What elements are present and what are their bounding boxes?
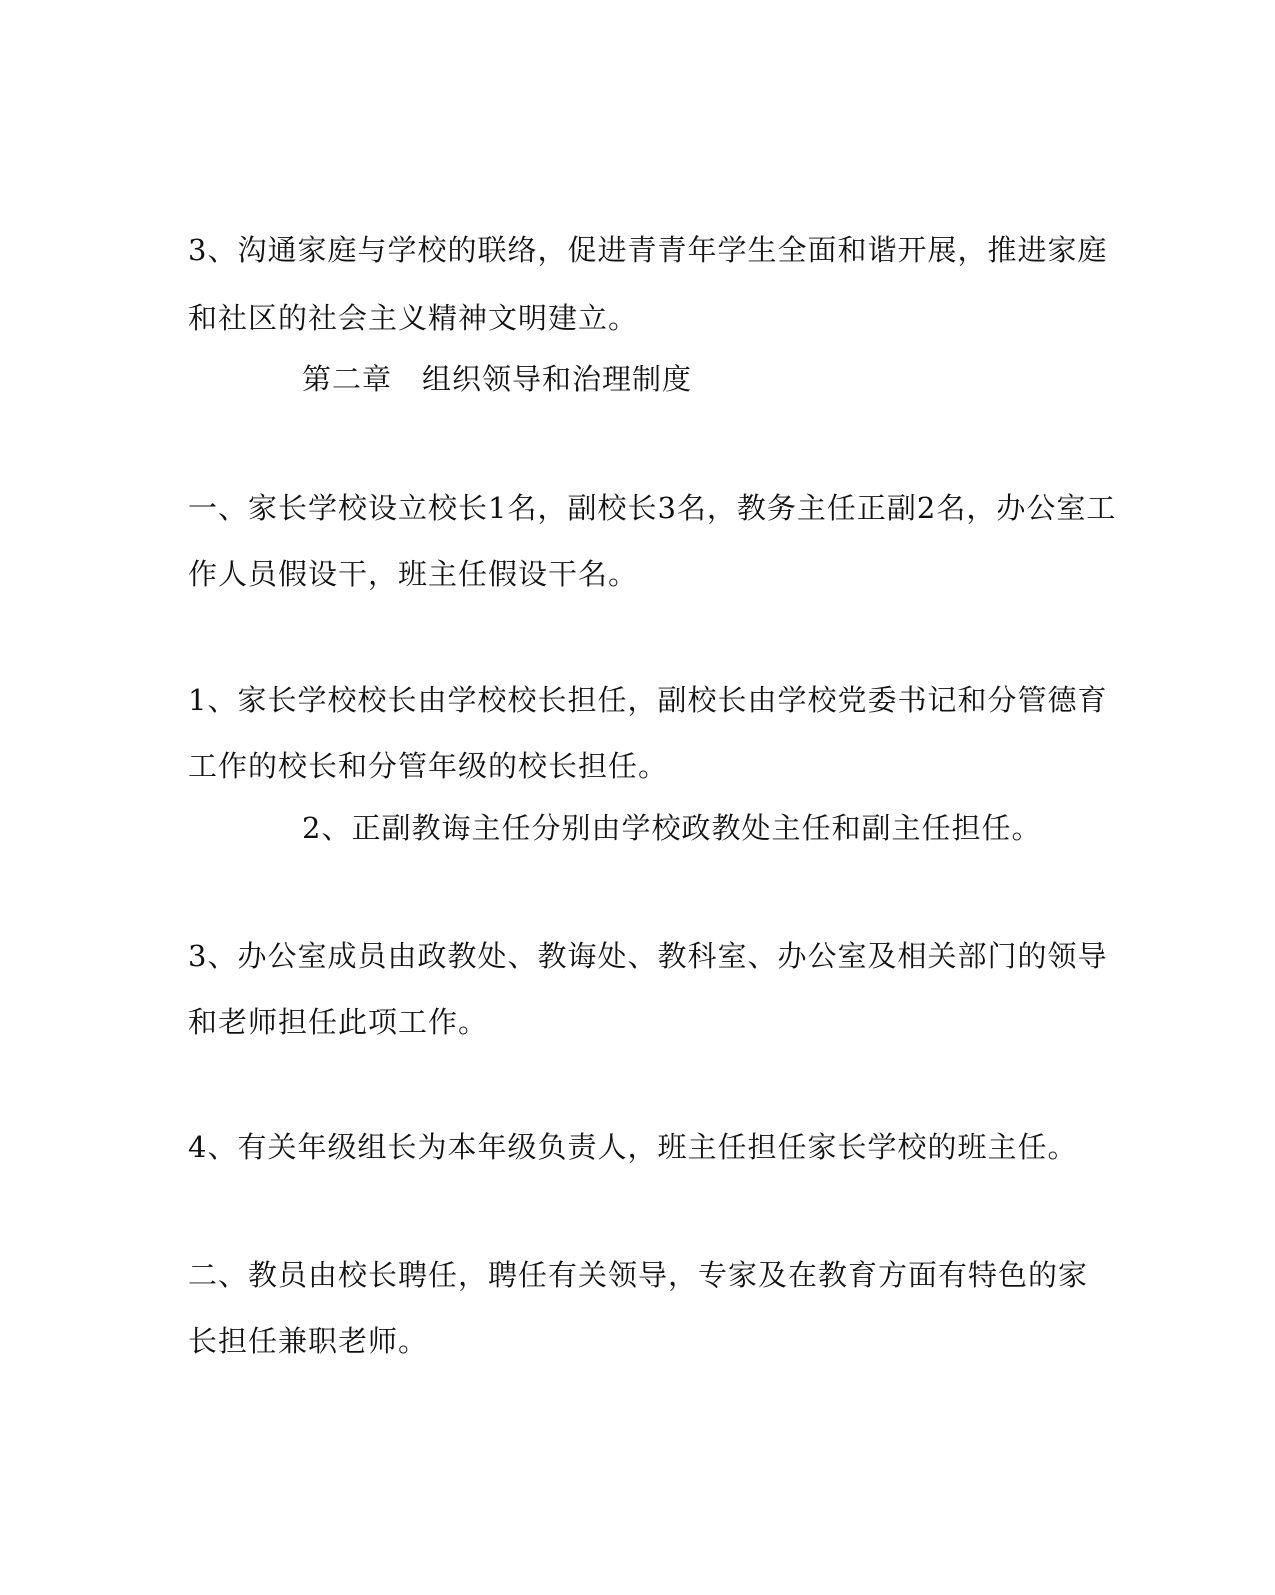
paragraph-line: 3、沟通家庭与学校的联络，促进青青年学生全面和谐开展，推进家庭 bbox=[188, 233, 1108, 267]
paragraph-line: 1、家长学校校长由学校校长担任，副校长由学校党委书记和分管德育 bbox=[188, 683, 1108, 717]
paragraph-line: 3、办公室成员由政教处、教诲处、教科室、办公室及相关部门的领导 bbox=[188, 939, 1108, 973]
chapter-heading bbox=[302, 361, 692, 397]
paragraph-line: 二、教员由校长聘任，聘任有关领导，专家及在教育方面有特色的家 bbox=[188, 1258, 1089, 1292]
paragraph-line: 和社区的社会主义精神文明建立。 bbox=[188, 301, 639, 335]
paragraph-line: 2、正副教诲主任分别由学校政教处主任和副主任担任。 bbox=[302, 811, 1042, 845]
chapter-number: 第二章 bbox=[302, 362, 393, 396]
chapter-title: 组织领导和治理制度 bbox=[422, 362, 693, 396]
paragraph-line: 和老师担任此项工作。 bbox=[188, 1005, 489, 1039]
paragraph-line: 长担任兼职老师。 bbox=[188, 1324, 429, 1358]
paragraph-line: 工作的校长和分管年级的校长担任。 bbox=[188, 749, 669, 783]
paragraph-line: 作人员假设干，班主任假设干名。 bbox=[188, 557, 639, 591]
paragraph-line: 一、家长学校设立校长1名，副校长3名，教务主任正副2名，办公室工 bbox=[188, 491, 1117, 525]
paragraph-line: 4、有关年级组长为本年级负责人，班主任担任家长学校的班主任。 bbox=[188, 1130, 1078, 1164]
